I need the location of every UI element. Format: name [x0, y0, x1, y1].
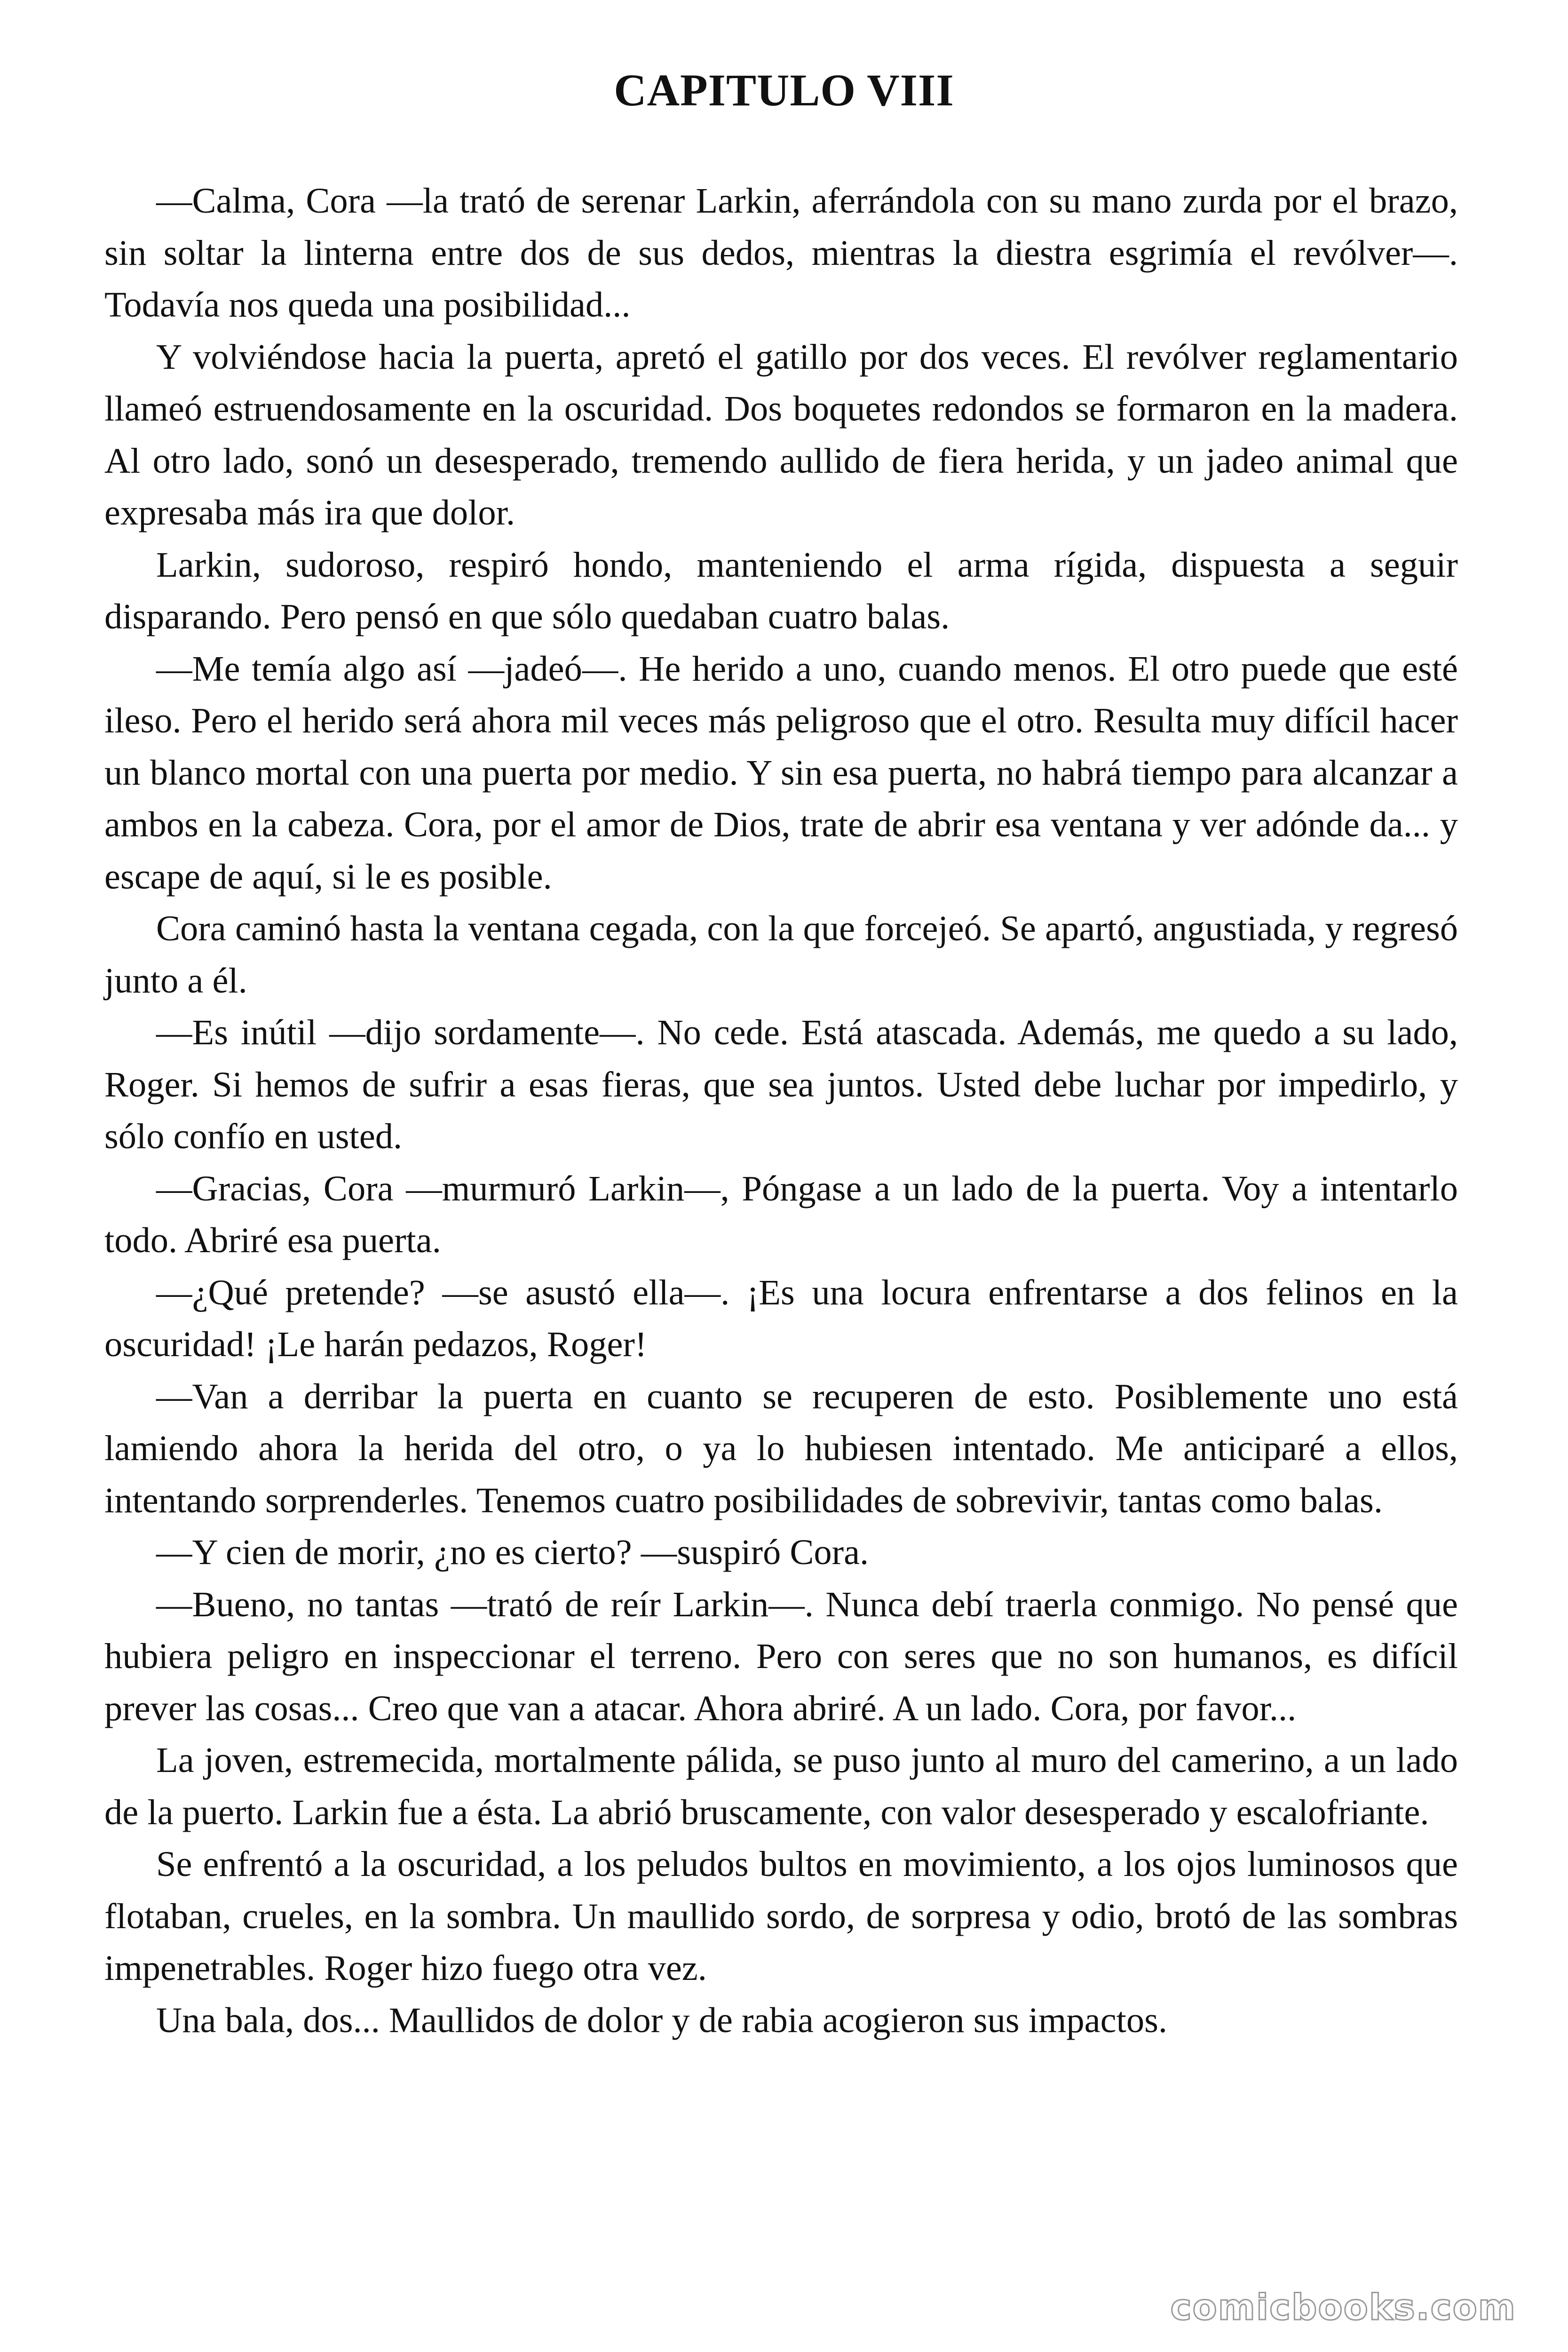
paragraph: —Y cien de morir, ¿no es cierto? —suspiró Cora.: [156, 1532, 869, 1572]
paragraph: —Es inútil —dijo sordamente—. No cede. Está atascada. Además, me quedo a su lado, Roger. Si hemos de sufrir a esas fieras, que sea juntos. Usted debe luchar por impedirlo, y sólo confío en usted.: [104, 1012, 1458, 1156]
watermark: comicbooks.com: [1170, 2286, 1516, 2328]
paragraph: Y volviéndose hacia la puerta, apretó el gatillo por dos veces. El revólver reglamentario llameó estruendosamente en la oscuridad. Dos boquetes redondos se formaron en la madera. Al otro lado, sonó un desesperado, tremendo aullido de fiera herida, y un jadeo animal que expresaba más ira que dolor.: [104, 336, 1458, 532]
paragraph: —Gracias, Cora —murmuró Larkin—, Póngase a un lado de la puerta. Voy a intentarlo todo. Abriré esa puerta.: [104, 1168, 1458, 1260]
paragraph: —Calma, Cora —la trató de serenar Larkin, aferrándola con su mano zurda por el brazo, sin soltar la linterna entre dos de sus dedos, mientras la diestra esgrimía el revólver—. Todavía nos queda una posibilidad...: [104, 181, 1458, 325]
paragraph: La joven, estremecida, mortalmente pálida, se puso junto al muro del camerino, a un lado de la puerto. Larkin fue a ésta. La abrió bruscamente, con valor desesperado y escalofriante.: [104, 1740, 1458, 1832]
paragraph: —Bueno, no tantas —trató de reír Larkin—. Nunca debí traerla conmigo. No pensé que hubiera peligro en inspeccionar el terreno. Pero con seres que no son humanos, es difícil prever las cosas... Creo que van a atacar. Ahora abriré. A un lado. Cora, por favor...: [104, 1584, 1458, 1728]
chapter-title: CAPITULO VIII: [614, 65, 954, 115]
paragraph: —Me temía algo así —jadeó—. He herido a uno, cuando menos. El otro puede que esté ileso. Pero el herido será ahora mil veces más peligroso que el otro. Resulta muy difícil hacer un blanco mortal con una puerta por medio. Y sin esa puerta, no habrá tiempo para alcanzar a ambos en la cabeza. Cora, por el amor de Dios, trate de abrir esa ventana y ver adónde da... y escape de aquí, si le es posible.: [104, 648, 1458, 897]
paragraph: Se enfrentó a la oscuridad, a los peludos bultos en movimiento, a los ojos luminosos que flotaban, crueles, en la sombra. Un maullido sordo, de sorpresa y odio, brotó de las sombras impenetrables. Roger hizo fuego otra vez.: [104, 1844, 1458, 1988]
paragraph: Larkin, sudoroso, respiró hondo, manteniendo el arma rígida, dispuesta a seguir disparando. Pero pensó en que sólo quedaban cuatro balas.: [104, 544, 1458, 636]
paragraph: —Van a derribar la puerta en cuanto se recuperen de esto. Posiblemente uno está lamiendo ahora la herida del otro, o ya lo hubiesen intentado. Me anticiparé a ellos, intentando sorprenderles. Tenemos cuatro posibilidades de sobrevivir, tantas como balas.: [104, 1376, 1458, 1520]
chapter-body: [104, 175, 1458, 2046]
paragraph: —¿Qué pretende? —se asustó ella—. ¡Es una locura enfrentarse a dos felinos en la oscuridad! ¡Le harán pedazos, Roger!: [104, 1272, 1458, 1364]
paragraph: Una bala, dos... Maullidos de dolor y de rabia acogieron sus impactos.: [156, 2000, 1167, 2040]
paragraph: Cora caminó hasta la ventana cegada, con la que forcejeó. Se apartó, angustiada, y regresó junto a él.: [104, 908, 1458, 1001]
